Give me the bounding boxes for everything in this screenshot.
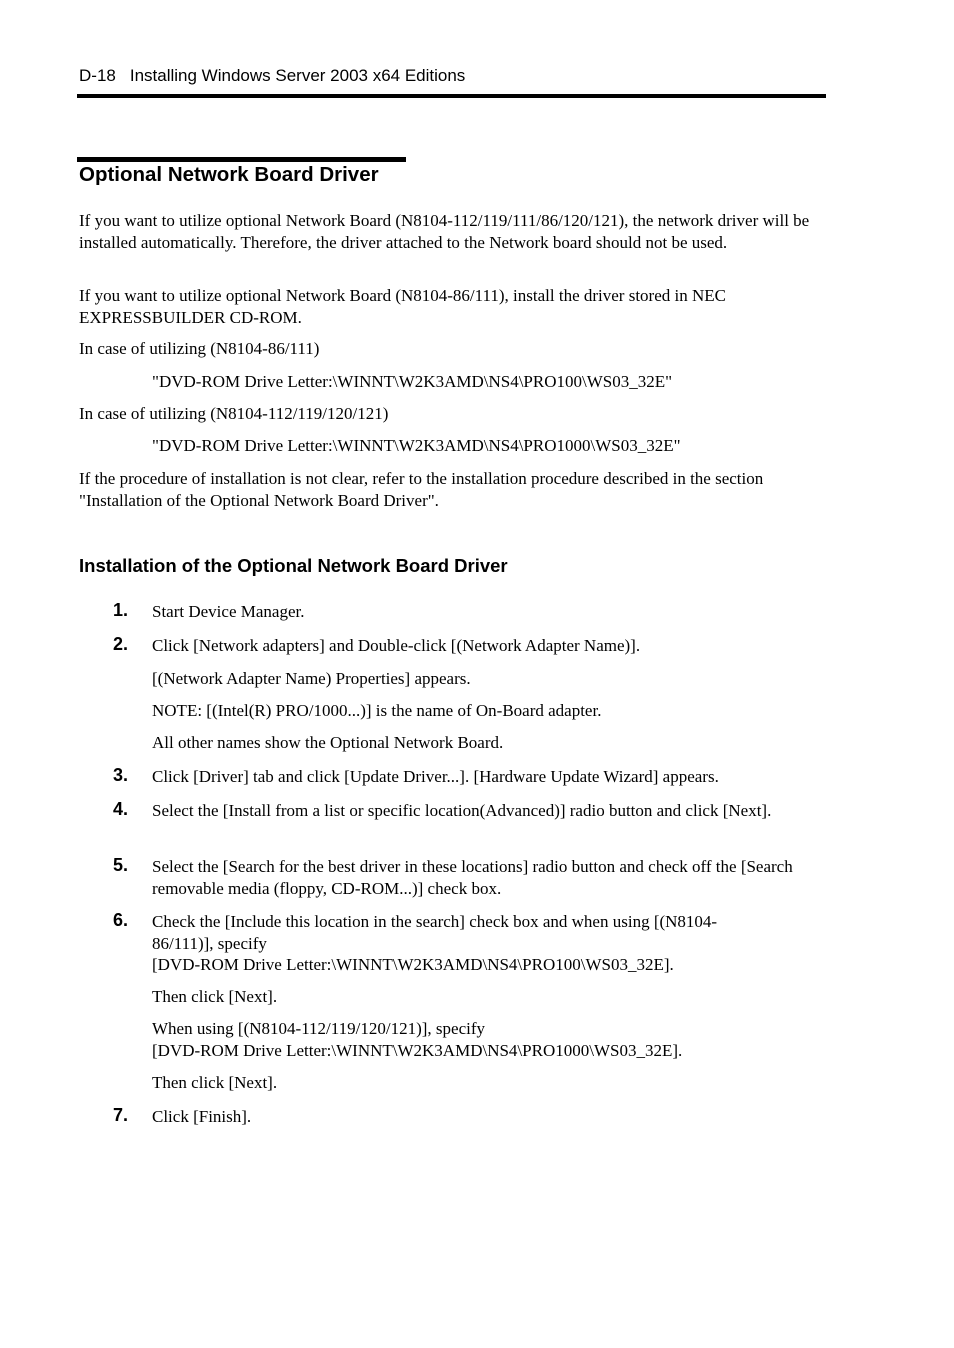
case1-label: In case of utilizing (N8104-86/111) [79,339,320,358]
step-note: All other names show the Optional Network Board. [152,733,504,752]
step-text: Click [Finish]. [152,1107,252,1126]
case2-path: "DVD-ROM Drive Letter:\WINNT\W2K3AMD\NS4\PRO1000\WS03_32E" [152,436,681,455]
step-text: Select the [Install from a list or specific location(Advanced)] radio button and click [Next]. [152,801,772,820]
step-note: Then click [Next]. [152,1073,278,1092]
page-number: D-18 [79,66,116,85]
intro-paragraph-3: If the procedure of installation is not clear, refer to the installation procedure described in the section "Installation of the Optional Network Board Driver". [79,469,764,510]
step-text-line: When using [(N8104-112/119/120/121)], specify [152,1019,486,1038]
section-title: Optional Network Board Driver [79,163,379,186]
intro-paragraph-1: If you want to utilize optional Network Board (N8104-112/119/111/86/120/121), the network driver will be installed automatically. Therefore, the driver attached to the Network board should not be used. [79,211,810,252]
section-title-bar [77,157,406,162]
step-text: Click [Network adapters] and Double-click [(Network Adapter Name)]. [152,636,641,655]
step-number: 1. [113,600,129,620]
step-text-line: Check the [Include this location in the search] check box and when using [(N8104- [152,912,718,931]
case2-label: In case of utilizing (N8104-112/119/120/121) [79,404,389,423]
step-text: Click [Driver] tab and click [Update Driver...]. [Hardware Update Wizard] appears. [152,767,719,786]
step-text: Start Device Manager. [152,602,305,621]
step-note: NOTE: [(Intel(R) PRO/1000...)] is the name of On-Board adapter. [152,701,602,720]
header-title: Installing Windows Server 2003 x64 Editions [129,66,466,85]
intro-paragraph-2: If you want to utilize optional Network Board (N8104-86/111), install the driver stored in NEC EXPRESSBUILDER CD-ROM. [79,286,726,327]
step-number: 7. [113,1105,129,1125]
step-path: [DVD-ROM Drive Letter:\WINNT\W2K3AMD\NS4\PRO100\WS03_32E]. [152,955,674,974]
step-note: Then click [Next]. [152,987,278,1006]
step-number: 2. [113,634,129,654]
step-number: 6. [113,910,129,930]
page-header [79,66,465,86]
step-number: 5. [113,855,129,875]
step-text-line: 86/111)], specify [152,934,267,953]
step-text: Select the [Search for the best driver in these locations] radio button and check off the [Search removable media (floppy, CD-ROM...)] check box. [152,857,793,898]
step-number: 4. [113,799,129,819]
header-rule [77,94,826,98]
case1-path: "DVD-ROM Drive Letter:\WINNT\W2K3AMD\NS4\PRO100\WS03_32E" [152,372,673,391]
step-number: 3. [113,765,129,785]
step-path: [DVD-ROM Drive Letter:\WINNT\W2K3AMD\NS4\PRO1000\WS03_32E]. [152,1041,683,1060]
subsection-title: Installation of the Optional Network Board Driver [79,555,508,576]
step-note: [(Network Adapter Name) Properties] appears. [152,669,471,688]
